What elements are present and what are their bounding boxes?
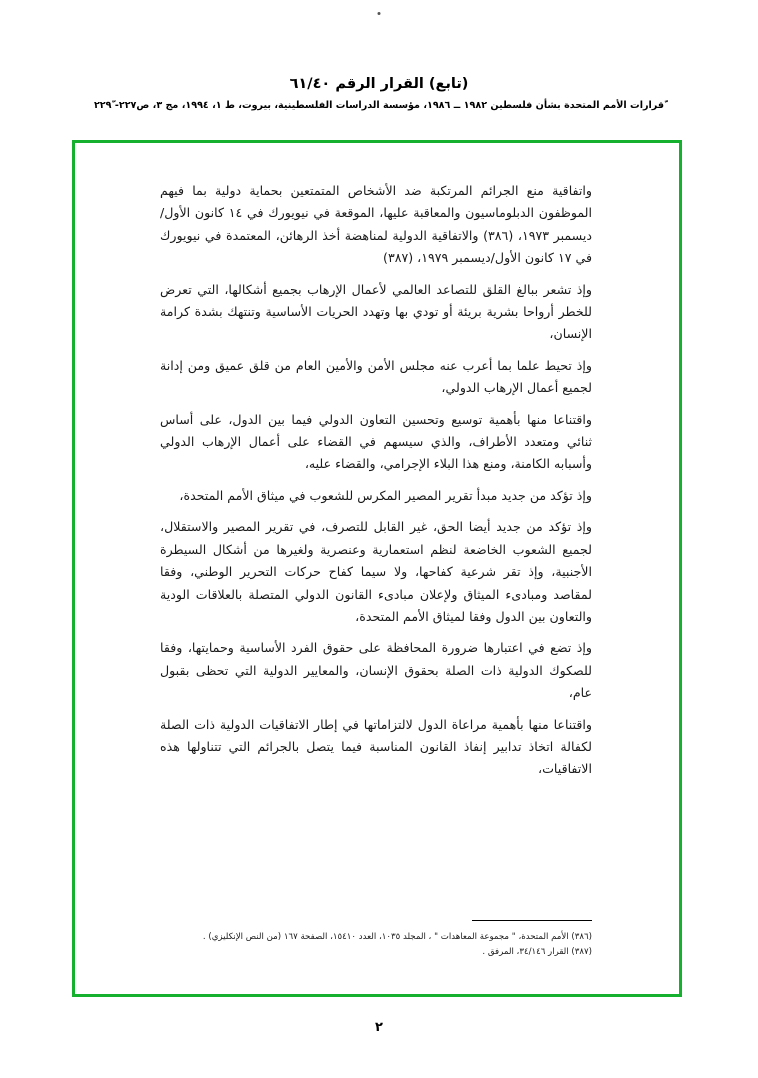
footnote-separator-rule — [472, 920, 592, 921]
document-body — [160, 180, 592, 790]
page-header — [0, 74, 758, 113]
body-paragraph: واقتناعا منها بأهمية مراعاة الدول لالتزاماتها في إطار الاتفاقيات الدولية ذات الصلة لكفالة اتخاذ تدابير إنفاذ القانون المناسبة فيما يتصل بالجرائم التي تتناولها هذه الاتفاقيات، — [160, 716, 592, 777]
body-paragraph: واقتناعا منها بأهمية توسيع وتحسين التعاون الدولي فيما بين الدول، على أساس ثنائي ومتعدد الأطراف، والذي سيسهم في القضاء على أعمال الإرهاب الدولي وأسبابه الكامنة، ومنع هذا البلاء الإجرامي، والقضاء عليه، — [160, 411, 592, 472]
body-paragraph: وإذ تضع في اعتبارها ضرورة المحافظة على حقوق الفرد الأساسية وحمايتها، وفقا للصكوك الدولية ذات الصلة بحقوق الإنسان، والمعايير الدولية التي تحظى بقبول عام، — [160, 640, 592, 701]
footnote-item: (٣٨٦) الأمم المتحدة، " مجموعة المعاهدات " ، المجلد ١٠٣٥، العدد ١٥٤١٠، الصفحة ١٦٧ (من النص الإنكليزي) . — [202, 932, 592, 942]
body-paragraph: وإذ تحيط علما بما أعرب عنه مجلس الأمن والأمين العام من قلق عميق ومن إدانة لجميع أعمال الإرهاب الدولي، — [160, 357, 592, 396]
source-citation: ّقرارات الأمم المتحدة بشأن فلسطين ١٩٨٢ ــ ١٩٨٦، مؤسسة الدراسات الفلسطينية، بيروت، ط ١، ١٩٩٤، مج ٣، ص٢٢٧- ٢٢٩ّ — [93, 100, 665, 112]
page-top-dot-marker — [378, 12, 381, 15]
body-paragraph: وإذ تؤكد من جديد أيضا الحق، غير القابل للتصرف، في تقرير المصير والاستقلال، لجميع الشعوب الخاضعة لنظم استعمارية وعنصرية ولغيرها من أشكال السيطرة الأجنبية، وإذ تقر شرعية كفاحها، ولا سيما كفاح حركات التحرير الوطني، وفقا لمقاصد ومبادىء الميثاق ولإعلان مبادىء القانون الدولي المتصلة بالعلاقات الودية والتعاون بين الدول وفقا لميثاق الأمم المتحدة، — [160, 519, 592, 624]
body-paragraph: وإذ تشعر ببالغ القلق للتصاعد العالمي لأعمال الإرهاب بجميع أشكالها، التي تعرض للخطر أرواحا بشرية بريئة أو تودي بها وتهدد الحريات الأساسية وتنتهك بشدة كرامة الإنسان، — [160, 281, 592, 342]
body-paragraph: وإذ تؤكد من جديد مبدأ تقرير المصير المكرس للشعوب في ميثاق الأمم المتحدة، — [179, 487, 592, 503]
footnote-item: (٣٨٧) القرار ٣٤/١٤٦، المرفق . — [482, 946, 592, 957]
page-number: ٢ — [375, 1020, 383, 1035]
footnotes-section — [160, 920, 592, 959]
page-title: (تابع) القرار الرقم ٦١/٤٠ — [289, 76, 469, 92]
body-paragraph: واتفاقية منع الجرائم المرتكبة ضد الأشخاص المتمتعين بحماية دولية بما فيهم الموظفون الدبلوماسيون والمعاقبة عليها، الموقعة في نيويورك في ١٤ كانون الأول/ديسمبر ١٩٧٣، (٣٨٦) والاتفاقية الدولية لمناهضة أخذ الرهائن، المعتمدة في نيويورك في ١٧ كانون الأول/ديسمبر ١٩٧٩، (٣٨٧) — [160, 183, 592, 266]
